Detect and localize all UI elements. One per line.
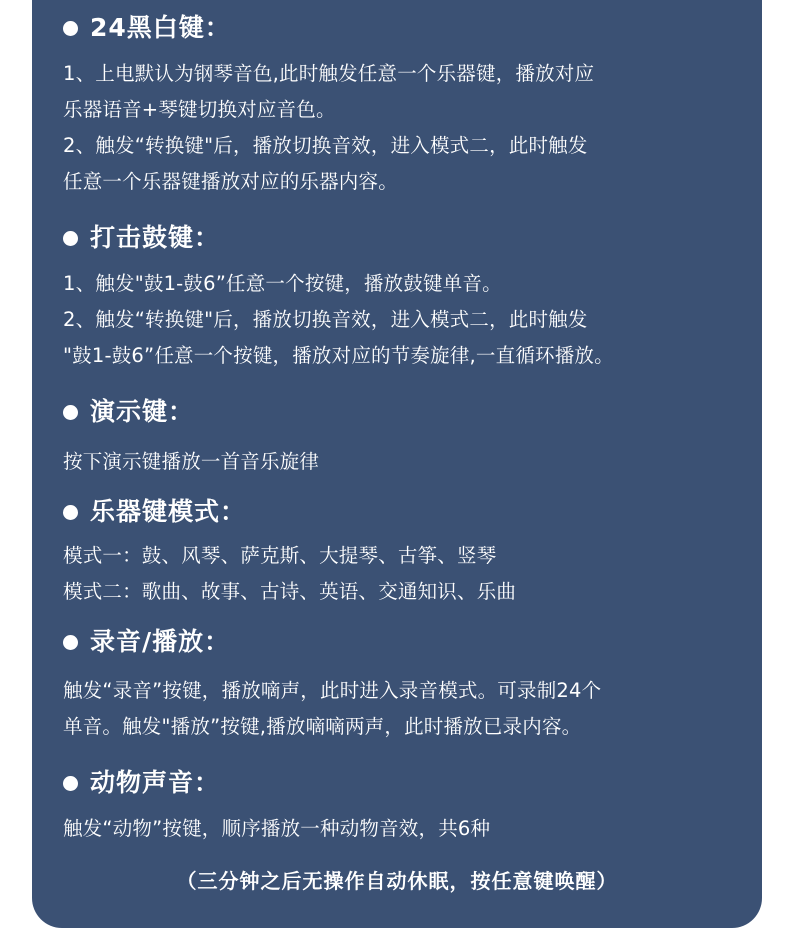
body-line: 触发“录音”按键，播放嘀声，此时进入录音模式。可录制24个 xyxy=(63,679,602,702)
sleep-note: （三分钟之后无操作自动休眠，按任意键唤醒） xyxy=(176,869,618,893)
section-title: 打击鼓键： xyxy=(90,223,221,252)
bullet-dot-icon xyxy=(63,776,78,791)
section-body xyxy=(63,56,732,200)
body-line: 乐器语音+琴键切换对应音色。 xyxy=(63,98,336,121)
body-line: 模式一：鼓、风琴、萨克斯、大提琴、古筝、竖琴 xyxy=(63,544,497,567)
section-drum-keys xyxy=(63,218,732,374)
section-heading xyxy=(63,492,732,532)
section-body xyxy=(63,673,732,745)
section-record-play xyxy=(63,622,732,745)
bullet-dot-icon xyxy=(63,21,78,36)
bullet-dot-icon xyxy=(63,635,78,650)
body-line: 按下演示键播放一首音乐旋律 xyxy=(63,450,320,473)
section-title: 乐器键模式： xyxy=(90,497,247,526)
body-line: 2、触发“转换键"后，播放切换音效，进入模式二，此时触发 xyxy=(63,134,588,157)
body-line: 1、上电默认为钢琴音色,此时触发任意一个乐器键，播放对应 xyxy=(63,62,595,85)
section-title: 动物声音： xyxy=(90,768,221,797)
bullet-dot-icon xyxy=(63,231,78,246)
section-title: 演示键： xyxy=(90,397,195,426)
section-title: 录音/播放： xyxy=(90,627,231,656)
section-black-white-keys xyxy=(63,8,732,200)
section-heading xyxy=(63,392,732,432)
body-line: 触发“动物”按键，顺序播放一种动物音效，共6种 xyxy=(63,817,491,840)
body-line: 单音。触发"播放”按键,播放嘀嘀两声，此时播放已录内容。 xyxy=(63,715,582,738)
body-line: 任意一个乐器键播放对应的乐器内容。 xyxy=(63,170,398,193)
section-body xyxy=(63,538,732,610)
section-body xyxy=(63,266,732,374)
bullet-dot-icon xyxy=(63,505,78,520)
section-heading xyxy=(63,622,732,662)
bullet-dot-icon xyxy=(63,405,78,420)
section-animal-sounds xyxy=(63,763,732,847)
section-body xyxy=(63,811,732,847)
body-line: 1、触发"鼓1-鼓6”任意一个按键，播放鼓键单音。 xyxy=(63,272,502,295)
section-heading xyxy=(63,763,732,803)
body-line: 2、触发“转换键"后，播放切换音效，进入模式二，此时触发 xyxy=(63,308,588,331)
section-title: 24黑白键： xyxy=(90,13,231,42)
section-heading xyxy=(63,218,732,258)
section-demo-key xyxy=(63,392,732,480)
instruction-card xyxy=(32,0,762,928)
body-line: "鼓1-鼓6”任意一个按键，播放对应的节奏旋律,一直循环播放。 xyxy=(63,344,614,367)
section-instrument-modes xyxy=(63,492,732,610)
section-heading xyxy=(63,8,732,48)
section-body xyxy=(63,444,732,480)
body-line: 模式二：歌曲、故事、古诗、英语、交通知识、乐曲 xyxy=(63,580,517,603)
